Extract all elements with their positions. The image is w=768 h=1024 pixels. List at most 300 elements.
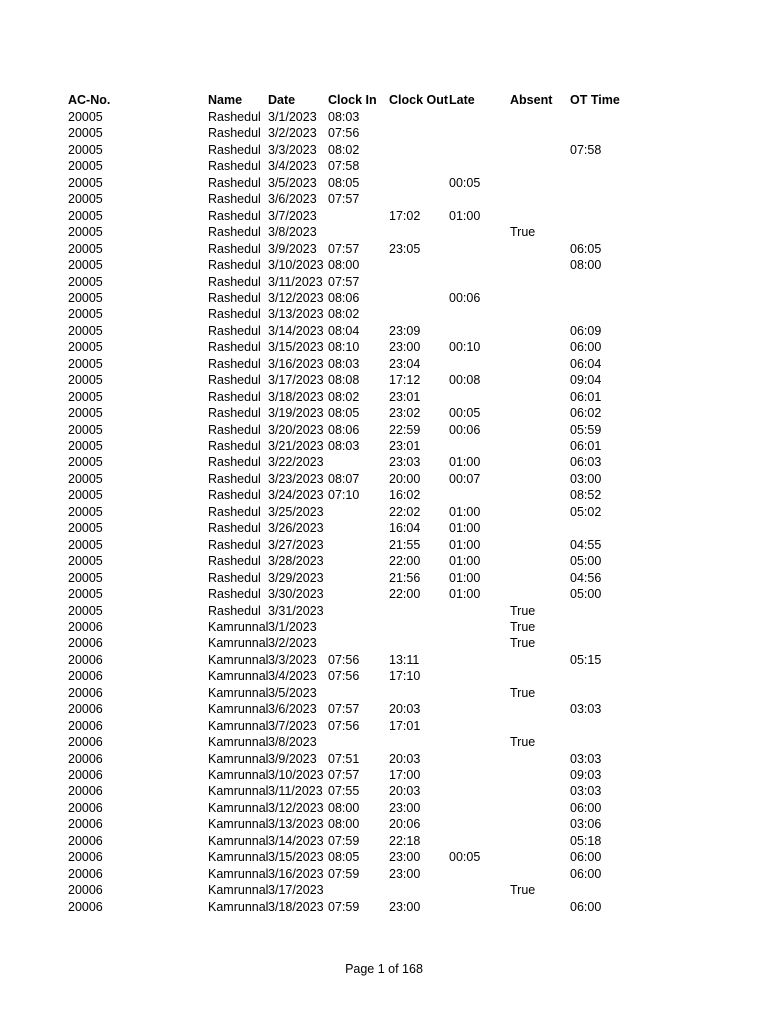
table-row [0, 586, 768, 603]
cell-name: Kamrunnal [208, 685, 268, 700]
cell-ot-time: 06:09 [570, 323, 602, 338]
cell-name: Kamrunnal [208, 669, 268, 684]
cell-clock-in: 08:03 [328, 356, 360, 371]
cell-absent: True [510, 883, 536, 898]
cell-name: Kamrunnal [208, 718, 268, 733]
cell-name: Kamrunnal [208, 833, 268, 848]
cell-clock-out: 16:04 [389, 521, 421, 536]
cell-late: 00:05 [449, 850, 481, 865]
table-row [0, 175, 768, 192]
table-row [0, 652, 768, 669]
cell-ot-time: 06:00 [570, 800, 602, 815]
cell-name: Kamrunnal [208, 735, 268, 750]
cell-clock-in: 08:10 [328, 340, 360, 355]
cell-name: Rashedul [208, 389, 261, 404]
cell-ot-time: 05:18 [570, 833, 602, 848]
cell-date: 3/10/2023 [268, 768, 324, 782]
cell-ac-no: 20005 [68, 537, 103, 552]
cell-clock-in: 08:02 [328, 307, 360, 322]
cell-clock-out: 20:03 [389, 702, 421, 717]
cell-date: 3/19/2023 [268, 406, 324, 421]
cell-name: Kamrunnal [208, 702, 268, 717]
cell-late: 00:05 [449, 175, 481, 190]
table-row [0, 504, 768, 521]
cell-clock-in: 08:05 [328, 850, 360, 865]
table-row [0, 668, 768, 685]
cell-date: 3/15/2023 [268, 340, 324, 355]
table-row [0, 372, 768, 389]
table-row [0, 191, 768, 208]
cell-ot-time: 06:05 [570, 241, 602, 256]
cell-name: Kamrunnal [208, 800, 268, 815]
cell-name: Kamrunnal [208, 866, 268, 881]
cell-ac-no: 20006 [68, 636, 103, 651]
cell-ot-time: 06:02 [570, 406, 602, 421]
cell-clock-out: 22:18 [389, 833, 421, 848]
cell-clock-in: 07:10 [328, 488, 360, 503]
cell-clock-out: 17:00 [389, 768, 421, 782]
cell-date: 3/24/2023 [268, 488, 324, 503]
cell-clock-in: 08:03 [328, 110, 360, 124]
cell-name: Kamrunnal [208, 883, 268, 898]
cell-ac-no: 20006 [68, 833, 103, 848]
cell-ot-time: 08:52 [570, 488, 602, 503]
table-row [0, 866, 768, 883]
cell-clock-out: 20:03 [389, 751, 421, 766]
cell-late: 00:10 [449, 340, 481, 355]
cell-ac-no: 20005 [68, 307, 103, 322]
header-name: Name [208, 93, 243, 107]
cell-clock-out: 20:03 [389, 784, 421, 799]
cell-name: Rashedul [208, 406, 261, 421]
table-header [0, 92, 768, 109]
cell-name: Rashedul [208, 603, 261, 618]
cell-ot-time: 06:00 [570, 866, 602, 881]
table-row [0, 751, 768, 768]
table-row [0, 685, 768, 702]
cell-date: 3/30/2023 [268, 587, 324, 602]
cell-date: 3/14/2023 [268, 833, 324, 848]
cell-ac-no: 20005 [68, 323, 103, 338]
cell-late: 00:08 [449, 373, 481, 388]
cell-ac-no: 20005 [68, 587, 103, 602]
cell-ac-no: 20005 [68, 488, 103, 503]
table-row [0, 619, 768, 636]
cell-absent: True [510, 619, 536, 634]
cell-date: 3/9/2023 [268, 751, 317, 766]
table-row [0, 816, 768, 833]
cell-clock-in: 07:55 [328, 784, 360, 799]
table-row [0, 701, 768, 718]
cell-date: 3/20/2023 [268, 422, 324, 437]
cell-date: 3/16/2023 [268, 866, 324, 881]
header-date: Date [268, 93, 296, 107]
cell-ac-no: 20005 [68, 192, 103, 207]
cell-name: Rashedul [208, 241, 261, 256]
cell-clock-in: 08:06 [328, 290, 360, 305]
table-row [0, 125, 768, 142]
cell-clock-out: 23:00 [389, 850, 421, 865]
cell-ac-no: 20006 [68, 817, 103, 832]
cell-late: 01:00 [449, 587, 481, 602]
cell-clock-out: 23:01 [389, 439, 421, 453]
cell-ot-time: 03:03 [570, 784, 602, 799]
table-row [0, 520, 768, 537]
table-row [0, 339, 768, 356]
cell-date: 3/7/2023 [268, 718, 317, 733]
cell-ac-no: 20005 [68, 340, 103, 355]
cell-name: Rashedul [208, 208, 261, 223]
cell-clock-out: 16:02 [389, 488, 421, 503]
cell-ac-no: 20005 [68, 175, 103, 190]
header-clock-in: Clock In [328, 93, 377, 107]
cell-clock-out: 23:00 [389, 899, 421, 914]
table-row [0, 487, 768, 504]
cell-date: 3/5/2023 [268, 685, 317, 700]
cell-name: Rashedul [208, 175, 261, 190]
cell-name: Rashedul [208, 274, 261, 289]
cell-clock-in: 08:02 [328, 389, 360, 404]
cell-date: 3/5/2023 [268, 175, 317, 190]
cell-clock-in: 08:03 [328, 439, 360, 453]
table-row [0, 783, 768, 800]
cell-name: Kamrunnal [208, 768, 268, 782]
cell-clock-in: 07:56 [328, 126, 360, 141]
cell-ot-time: 04:55 [570, 537, 602, 552]
cell-name: Rashedul [208, 290, 261, 305]
cell-date: 3/25/2023 [268, 504, 324, 519]
cell-ac-no: 20006 [68, 735, 103, 750]
cell-ot-time: 08:00 [570, 258, 602, 273]
cell-ac-no: 20005 [68, 406, 103, 421]
cell-name: Kamrunnal [208, 751, 268, 766]
cell-name: Rashedul [208, 373, 261, 388]
cell-name: Rashedul [208, 422, 261, 437]
cell-name: Rashedul [208, 504, 261, 519]
table-row [0, 882, 768, 899]
cell-date: 3/6/2023 [268, 192, 317, 207]
header-ot-time: OT Time [570, 93, 620, 107]
cell-date: 3/21/2023 [268, 439, 324, 453]
cell-clock-in: 07:57 [328, 192, 360, 207]
cell-ac-no: 20005 [68, 110, 103, 124]
cell-clock-out: 23:01 [389, 389, 421, 404]
cell-late: 01:00 [449, 521, 481, 536]
cell-ac-no: 20005 [68, 471, 103, 486]
table-row [0, 454, 768, 471]
table-row [0, 438, 768, 455]
cell-name: Rashedul [208, 537, 261, 552]
cell-date: 3/4/2023 [268, 669, 317, 684]
cell-name: Rashedul [208, 521, 261, 536]
cell-clock-out: 23:04 [389, 356, 421, 371]
cell-ac-no: 20005 [68, 455, 103, 470]
cell-clock-in: 08:04 [328, 323, 360, 338]
cell-name: Kamrunnal [208, 850, 268, 865]
cell-clock-in: 07:57 [328, 702, 360, 717]
cell-ac-no: 20005 [68, 208, 103, 223]
cell-name: Rashedul [208, 587, 261, 602]
cell-date: 3/26/2023 [268, 521, 324, 536]
cell-clock-in: 07:57 [328, 768, 360, 782]
cell-ac-no: 20005 [68, 274, 103, 289]
cell-date: 3/10/2023 [268, 258, 324, 273]
cell-date: 3/11/2023 [268, 274, 323, 289]
cell-name: Kamrunnal [208, 817, 268, 832]
cell-date: 3/1/2023 [268, 110, 317, 124]
cell-ac-no: 20005 [68, 389, 103, 404]
cell-late: 01:00 [449, 570, 481, 585]
cell-ac-no: 20005 [68, 225, 103, 240]
cell-date: 3/7/2023 [268, 208, 317, 223]
cell-name: Kamrunnal [208, 784, 268, 799]
cell-name: Rashedul [208, 488, 261, 503]
cell-ot-time: 05:00 [570, 554, 602, 569]
cell-ac-no: 20005 [68, 159, 103, 174]
cell-ot-time: 09:04 [570, 373, 602, 388]
cell-clock-in: 07:51 [328, 751, 360, 766]
cell-date: 3/17/2023 [268, 373, 324, 388]
cell-name: Rashedul [208, 192, 261, 207]
cell-clock-in: 08:05 [328, 175, 360, 190]
cell-clock-out: 17:10 [389, 669, 421, 684]
cell-ac-no: 20006 [68, 800, 103, 815]
cell-clock-out: 17:12 [389, 373, 421, 388]
cell-date: 3/17/2023 [268, 883, 324, 898]
cell-date: 3/2/2023 [268, 126, 317, 141]
table-row [0, 635, 768, 652]
table-row [0, 158, 768, 175]
cell-clock-out: 13:11 [389, 652, 420, 667]
cell-clock-in: 08:06 [328, 422, 360, 437]
table-row [0, 257, 768, 274]
cell-clock-out: 17:02 [389, 208, 421, 223]
table-row [0, 389, 768, 406]
cell-name: Kamrunnal [208, 619, 268, 634]
cell-late: 01:00 [449, 554, 481, 569]
table-row [0, 356, 768, 373]
cell-late: 00:05 [449, 406, 481, 421]
cell-date: 3/27/2023 [268, 537, 324, 552]
cell-ot-time: 05:59 [570, 422, 602, 437]
cell-clock-out: 22:02 [389, 504, 421, 519]
cell-name: Rashedul [208, 439, 261, 453]
cell-absent: True [510, 636, 536, 651]
cell-date: 3/12/2023 [268, 290, 324, 305]
cell-date: 3/31/2023 [268, 603, 324, 618]
cell-ot-time: 04:56 [570, 570, 602, 585]
cell-ac-no: 20005 [68, 241, 103, 256]
cell-ot-time: 03:00 [570, 471, 602, 486]
cell-clock-in: 07:57 [328, 241, 360, 256]
cell-name: Rashedul [208, 471, 261, 486]
cell-ac-no: 20005 [68, 554, 103, 569]
cell-clock-out: 22:59 [389, 422, 421, 437]
cell-ot-time: 09:03 [570, 768, 602, 782]
cell-date: 3/8/2023 [268, 225, 317, 240]
table-row [0, 109, 768, 126]
cell-clock-in: 08:08 [328, 373, 360, 388]
cell-clock-in: 07:56 [328, 718, 360, 733]
cell-ac-no: 20005 [68, 258, 103, 273]
cell-clock-out: 23:05 [389, 241, 421, 256]
cell-date: 3/23/2023 [268, 471, 324, 486]
table-row [0, 208, 768, 225]
cell-clock-in: 08:05 [328, 406, 360, 421]
cell-ac-no: 20005 [68, 504, 103, 519]
table-row [0, 537, 768, 554]
cell-name: Rashedul [208, 570, 261, 585]
cell-name: Rashedul [208, 455, 261, 470]
cell-late: 01:00 [449, 455, 481, 470]
cell-ot-time: 03:06 [570, 817, 602, 832]
cell-name: Rashedul [208, 126, 261, 141]
cell-clock-out: 22:00 [389, 587, 421, 602]
cell-clock-out: 21:56 [389, 570, 421, 585]
cell-ac-no: 20005 [68, 290, 103, 305]
cell-ot-time: 06:04 [570, 356, 602, 371]
cell-date: 3/2/2023 [268, 636, 317, 651]
cell-date: 3/1/2023 [268, 619, 317, 634]
cell-date: 3/16/2023 [268, 356, 324, 371]
cell-date: 3/15/2023 [268, 850, 324, 865]
cell-clock-in: 08:00 [328, 800, 360, 815]
cell-ac-no: 20005 [68, 373, 103, 388]
cell-absent: True [510, 735, 536, 750]
cell-absent: True [510, 685, 536, 700]
cell-clock-out: 23:00 [389, 866, 421, 881]
cell-clock-out: 22:00 [389, 554, 421, 569]
cell-ot-time: 03:03 [570, 751, 602, 766]
cell-ac-no: 20006 [68, 685, 103, 700]
cell-late: 01:00 [449, 504, 481, 519]
cell-name: Rashedul [208, 225, 261, 240]
table-row [0, 570, 768, 587]
cell-late: 00:06 [449, 422, 481, 437]
cell-clock-in: 07:58 [328, 159, 360, 174]
cell-ot-time: 07:58 [570, 142, 602, 157]
cell-absent: True [510, 603, 536, 618]
cell-name: Rashedul [208, 323, 261, 338]
cell-date: 3/13/2023 [268, 817, 324, 832]
header-ac-no: AC-No. [68, 93, 111, 107]
cell-ac-no: 20006 [68, 899, 103, 914]
cell-ot-time: 06:01 [570, 439, 602, 453]
page-number: Page 1 of 168 [345, 962, 423, 976]
table-row [0, 849, 768, 866]
cell-ot-time: 06:00 [570, 340, 602, 355]
cell-ac-no: 20005 [68, 521, 103, 536]
table-row [0, 290, 768, 307]
cell-clock-in: 07:59 [328, 899, 360, 914]
cell-date: 3/13/2023 [268, 307, 324, 322]
table-row [0, 142, 768, 159]
cell-clock-in: 08:00 [328, 817, 360, 832]
cell-ac-no: 20006 [68, 850, 103, 865]
table-row [0, 224, 768, 241]
cell-ac-no: 20006 [68, 702, 103, 717]
cell-date: 3/14/2023 [268, 323, 324, 338]
cell-ot-time: 06:03 [570, 455, 602, 470]
table-row [0, 899, 768, 916]
table-row [0, 734, 768, 751]
cell-name: Rashedul [208, 340, 261, 355]
cell-date: 3/22/2023 [268, 455, 324, 470]
table-row [0, 274, 768, 291]
cell-name: Kamrunnal [208, 899, 268, 914]
cell-date: 3/8/2023 [268, 735, 317, 750]
cell-name: Rashedul [208, 554, 261, 569]
cell-ot-time: 06:00 [570, 899, 602, 914]
cell-date: 3/4/2023 [268, 159, 317, 174]
cell-ac-no: 20006 [68, 619, 103, 634]
cell-date: 3/28/2023 [268, 554, 324, 569]
cell-late: 01:00 [449, 537, 481, 552]
cell-date: 3/6/2023 [268, 702, 317, 717]
cell-absent: True [510, 225, 536, 240]
table-row [0, 553, 768, 570]
cell-date: 3/11/2023 [268, 784, 323, 799]
cell-ac-no: 20006 [68, 669, 103, 684]
cell-clock-in: 07:56 [328, 652, 360, 667]
cell-ac-no: 20006 [68, 883, 103, 898]
cell-clock-in: 07:59 [328, 866, 360, 881]
table-row [0, 323, 768, 340]
cell-name: Rashedul [208, 159, 261, 174]
header-absent: Absent [510, 93, 553, 107]
cell-clock-out: 21:55 [389, 537, 421, 552]
table-row [0, 718, 768, 735]
table-row [0, 306, 768, 323]
cell-name: Rashedul [208, 110, 261, 124]
header-late: Late [449, 93, 475, 107]
table-row [0, 800, 768, 817]
cell-ot-time: 06:01 [570, 389, 602, 404]
cell-ac-no: 20005 [68, 603, 103, 618]
cell-late: 01:00 [449, 208, 481, 223]
cell-date: 3/18/2023 [268, 389, 324, 404]
cell-clock-out: 20:00 [389, 471, 421, 486]
cell-name: Kamrunnal [208, 636, 268, 651]
cell-clock-out: 20:06 [389, 817, 421, 832]
cell-ac-no: 20006 [68, 784, 103, 799]
cell-ot-time: 06:00 [570, 850, 602, 865]
cell-ac-no: 20005 [68, 142, 103, 157]
table-row [0, 471, 768, 488]
header-clock-out: Clock Out [389, 93, 449, 107]
cell-clock-in: 07:56 [328, 669, 360, 684]
cell-ot-time: 03:03 [570, 702, 602, 717]
cell-ot-time: 05:02 [570, 504, 602, 519]
cell-ac-no: 20006 [68, 652, 103, 667]
table-row [0, 767, 768, 784]
cell-late: 00:06 [449, 290, 481, 305]
cell-ac-no: 20005 [68, 126, 103, 141]
cell-clock-out: 23:09 [389, 323, 421, 338]
cell-date: 3/9/2023 [268, 241, 317, 256]
cell-name: Kamrunnal [208, 652, 268, 667]
cell-name: Rashedul [208, 307, 261, 322]
cell-clock-out: 23:00 [389, 340, 421, 355]
cell-late: 00:07 [449, 471, 481, 486]
cell-clock-in: 08:02 [328, 142, 360, 157]
cell-clock-in: 08:00 [328, 258, 360, 273]
cell-name: Rashedul [208, 142, 261, 157]
cell-ac-no: 20006 [68, 866, 103, 881]
cell-ac-no: 20005 [68, 422, 103, 437]
cell-ot-time: 05:15 [570, 652, 602, 667]
cell-date: 3/12/2023 [268, 800, 324, 815]
